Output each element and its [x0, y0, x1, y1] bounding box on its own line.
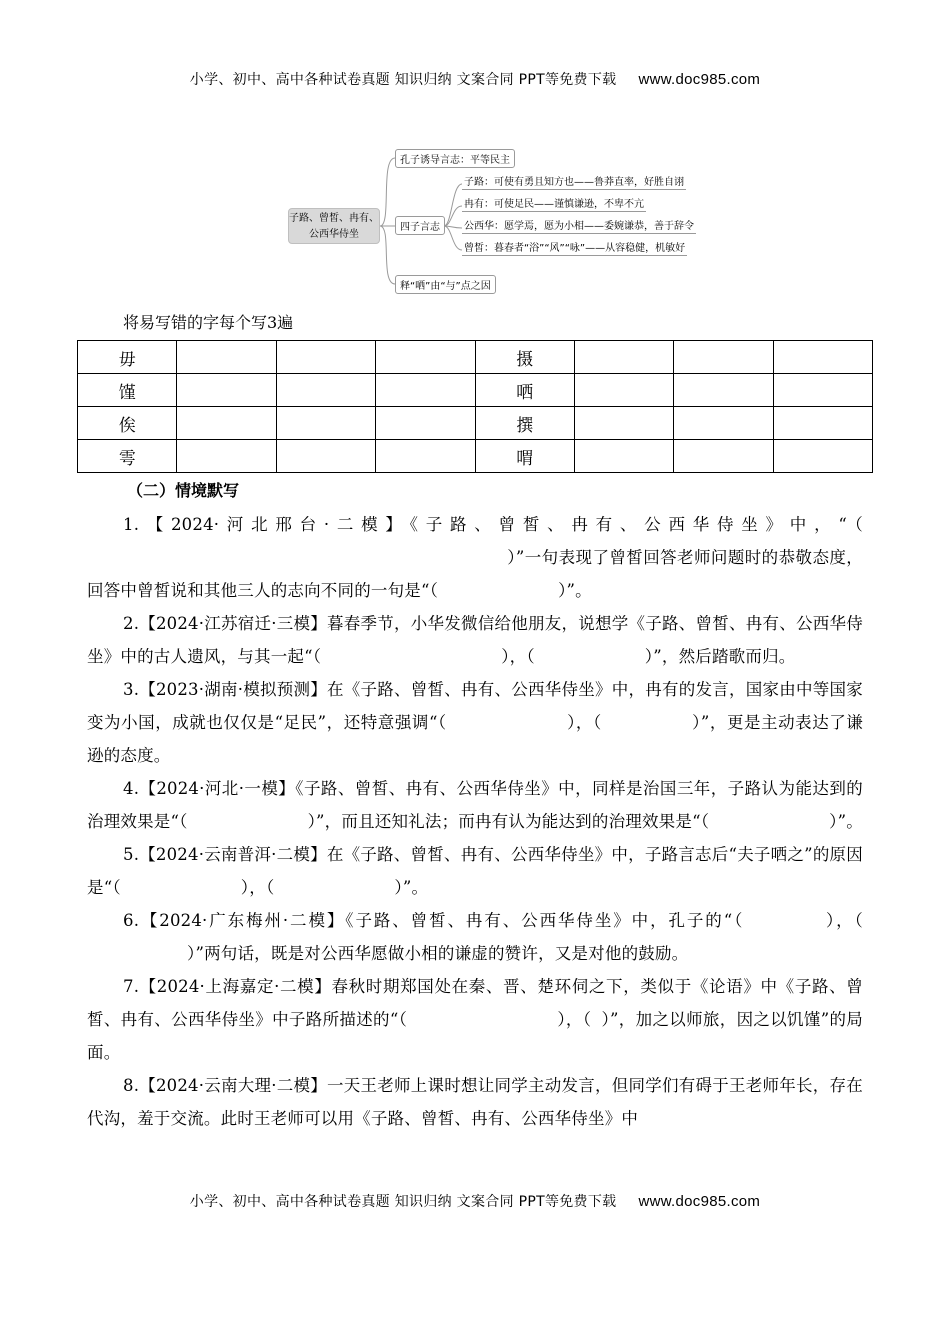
- question-4: [87, 772, 863, 838]
- question-1: [87, 508, 863, 607]
- blank-cell[interactable]: [177, 407, 276, 440]
- question-text: 6.【2024·广东梅州·二模】《子路、曾皙、冉有、公西华侍坐》中，孔子的“（: [123, 911, 745, 930]
- mind-map-root: [288, 208, 380, 244]
- blank-cell[interactable]: [773, 374, 872, 407]
- instruction-text: 将易写错的字每个写3遍: [123, 313, 294, 332]
- footer-text: 小学、初中、高中各种试卷真题 知识归纳 文案合同 PPT等免费下载: [189, 1194, 617, 1210]
- mind-map-branch-1: 孔子诱导言志：平等民主: [395, 149, 515, 168]
- question-text: ）”，更是主动表达了谦逊的态度。: [87, 713, 863, 765]
- blank-cell[interactable]: [574, 341, 673, 374]
- blank-cell[interactable]: [376, 407, 475, 440]
- question-text: ），（: [501, 647, 535, 666]
- blank-cell[interactable]: [177, 341, 276, 374]
- question-8: [87, 1069, 863, 1135]
- blank-cell[interactable]: [574, 440, 673, 473]
- question-list: [87, 508, 863, 1135]
- table-row: [78, 374, 873, 407]
- footer-site[interactable]: www.doc985.com: [638, 1193, 761, 1210]
- mind-map-leaf-1: 子路：可使有勇且知方也——鲁莽直率，好胜自诩: [462, 173, 686, 190]
- page-header: [0, 69, 950, 89]
- char-cell: 毋: [78, 341, 177, 374]
- question-2: [87, 607, 863, 673]
- section-title: （二）情境默写: [127, 481, 240, 500]
- blank-cell[interactable]: [574, 407, 673, 440]
- char-cell: 撰: [475, 407, 574, 440]
- blank-cell[interactable]: [376, 440, 475, 473]
- question-text: ）”。: [829, 812, 863, 831]
- blank-cell[interactable]: [773, 341, 872, 374]
- question-text: 4.【2024·河北·一模】《子路、曾皙、冉有、公西华侍坐》中，同样是治国三年，子路认为能达到的治理效果是“（: [87, 779, 863, 831]
- question-text: ），（: [824, 911, 863, 930]
- mind-map-root-line1: 子路、曾皙、冉有、: [289, 213, 379, 224]
- blank-cell[interactable]: [376, 374, 475, 407]
- char-cell: 雩: [78, 440, 177, 473]
- table-row: [78, 341, 873, 374]
- question-text: ）”两句话，既是对公西华愿做小相的谦虚的赞许，又是对他的鼓励。: [187, 944, 689, 963]
- blank-cell[interactable]: [376, 341, 475, 374]
- blank-cell[interactable]: [177, 440, 276, 473]
- blank-cell[interactable]: [773, 407, 872, 440]
- blank-cell[interactable]: [177, 374, 276, 407]
- char-cell: 馑: [78, 374, 177, 407]
- char-cell: 哂: [475, 374, 574, 407]
- question-text: ），（: [557, 1010, 592, 1029]
- page-footer: [0, 1191, 950, 1211]
- mind-map-leaf-3: 公西华：愿学焉，愿为小相——委婉谦恭，善于辞令: [462, 217, 696, 234]
- question-text: ），（: [566, 713, 602, 732]
- mind-map: [280, 140, 720, 300]
- header-text: 小学、初中、高中各种试卷真题 知识归纳 文案合同 PPT等免费下载: [189, 72, 617, 88]
- table-row: [78, 440, 873, 473]
- question-text: 1.【2024·河北邢台·二模】《子路、曾皙、冉有、公西华侍坐》中，“（: [123, 515, 863, 534]
- mind-map-branch-3: 释“哂”由“与”点之因: [395, 275, 496, 294]
- blank-cell[interactable]: [674, 440, 773, 473]
- question-text: 5.【2024·云南普洱·二模】在《子路、曾皙、冉有、公西华侍坐》中，子路言志后“夫子哂之”的原因是“（: [87, 845, 863, 897]
- char-cell: 摄: [475, 341, 574, 374]
- blank-cell[interactable]: [276, 374, 375, 407]
- question-3: [87, 673, 863, 772]
- table-row: [78, 407, 873, 440]
- mind-map-branch-2: 四子言志: [395, 216, 445, 235]
- question-text: 3.【2023·湖南·模拟预测】在《子路、曾皙、冉有、公西华侍坐》中，冉有的发言，国家由中等国家变为小国，成就也仅仅是“足民”，还特意强调“（: [87, 680, 863, 732]
- blank-cell[interactable]: [276, 440, 375, 473]
- question-text: ）”，而且还知礼法；而冉有认为能达到的治理效果是“（: [307, 812, 710, 831]
- question-text: ）”。: [558, 581, 592, 600]
- header-site[interactable]: www.doc985.com: [638, 71, 761, 88]
- mind-map-leaf-2: 冉有：可使足民——谨慎谦逊，不卑不亢: [462, 195, 646, 212]
- question-text: ）”一句表现了曾皙回答老师问题时的恭敬态度，回答中曾皙说和其他三人的志向不同的一句是“（: [87, 548, 863, 600]
- blank-cell[interactable]: [773, 440, 872, 473]
- blank-cell[interactable]: [674, 407, 773, 440]
- char-cell: 喟: [475, 440, 574, 473]
- question-text: ）”，然后踏歌而归。: [644, 647, 796, 666]
- question-text: ），（: [240, 878, 275, 897]
- blank-cell[interactable]: [674, 374, 773, 407]
- question-text: ）”。: [394, 878, 429, 897]
- mind-map-root-line2: 公西华侍坐: [309, 229, 359, 240]
- question-6: [87, 904, 863, 970]
- question-7: [87, 970, 863, 1069]
- mind-map-leaf-4: 曾皙：暮春者“浴”“风”“咏”——从容稳健，机敏好: [462, 239, 687, 256]
- blank-cell[interactable]: [276, 341, 375, 374]
- blank-cell[interactable]: [674, 341, 773, 374]
- practice-table: [77, 340, 873, 473]
- blank-cell[interactable]: [276, 407, 375, 440]
- question-text: ）”，加之以师旅，因之以饥馑”的局面。: [87, 1010, 863, 1062]
- question-text: 2.【2024·江苏宿迁·三模】暮春季节，小华发微信给他朋友，说想学《子路、曾皙、冉有、公西华侍坐》中的古人遗风，与其一起“（: [87, 614, 863, 666]
- question-5: [87, 838, 863, 904]
- question-text: 7.【2024·上海嘉定·二模】春秋时期郑国处在秦、晋、楚环伺之下，类似于《论语》中《子路、曾皙、冉有、公西华侍坐》中子路所描述的“（: [87, 977, 863, 1029]
- question-text: 8.【2024·云南大理·二模】一天王老师上课时想让同学主动发言，但同学们有碍于王老师年长，存在代沟，羞于交流。此时王老师可以用《子路、曾皙、冉有、公西华侍坐》中: [87, 1076, 863, 1128]
- char-cell: 俟: [78, 407, 177, 440]
- blank-cell[interactable]: [574, 374, 673, 407]
